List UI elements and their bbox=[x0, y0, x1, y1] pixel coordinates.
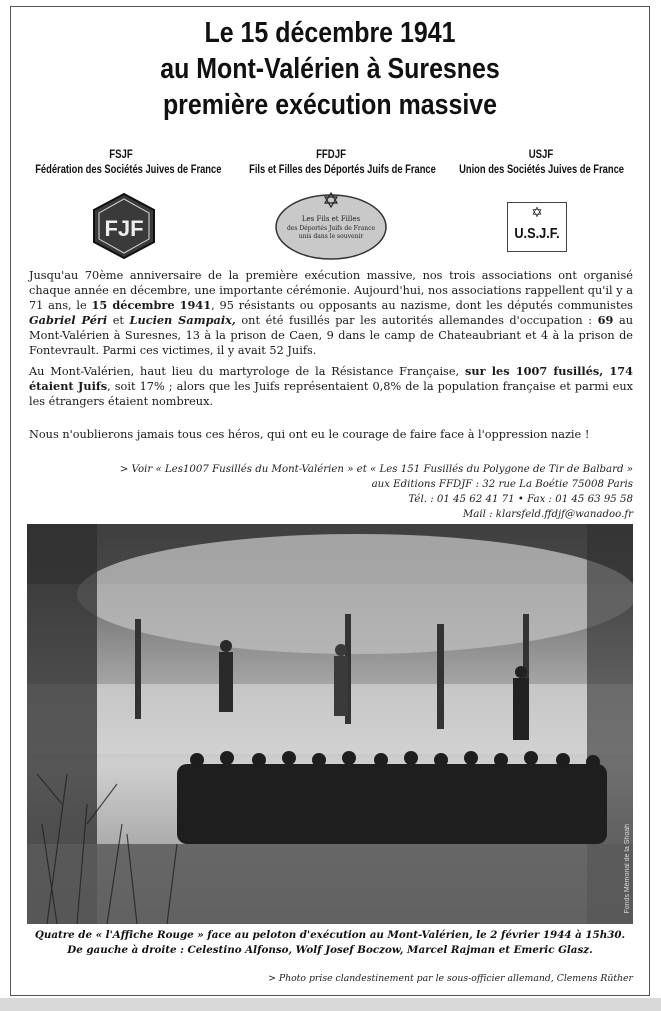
title-line-2: au Mont-Valérien à Suresnes bbox=[160, 53, 500, 85]
references-block bbox=[113, 462, 633, 522]
org-usjf-abbr: USJF bbox=[528, 147, 554, 161]
execution-photo bbox=[27, 524, 633, 924]
poster-title bbox=[56, 15, 605, 123]
p2-text-c: , soit 17% ; alors que les Juifs représentaient 0,8% de la population française et parmi eux les étrangers étaient nombreux. bbox=[29, 380, 633, 408]
org-fsjf-abbr: FSJF bbox=[109, 147, 133, 161]
p1-text-e: et bbox=[107, 314, 130, 327]
ref-line-2: aux Editions FFDJF : 32 rue La Boétie 75008 Paris bbox=[371, 479, 633, 490]
p1-name-peri: Gabriel Péri bbox=[29, 313, 108, 327]
star-of-david-icon: ✡ bbox=[531, 205, 543, 221]
paragraph-statistics bbox=[29, 364, 633, 409]
fsjf-logo-text: FJF bbox=[104, 216, 144, 241]
ffdjf-logo bbox=[273, 187, 389, 262]
title-line-3: première exécution massive bbox=[162, 89, 498, 121]
p2-highlight: sur les 1007 fusillés, 174 étaient Juifs bbox=[29, 364, 633, 393]
org-fsjf-name: Fédération des Sociétés Juives de France bbox=[35, 162, 222, 176]
fsjf-logo bbox=[92, 192, 156, 260]
ref-line-4: Mail : klarsfeld.ffdjf@wanadoo.fr bbox=[462, 509, 633, 520]
photo-credit: > Photo prise clandestinement par le sous-officier allemand, Clemens Rüther bbox=[268, 973, 633, 984]
ref-line-3: Tél. : 01 45 62 41 71 • Fax : 01 45 63 95 58 bbox=[408, 494, 633, 505]
org-ffdjf-abbr: FFDJF bbox=[316, 147, 346, 161]
photo-side-credit: Fonds Mémorial de la Shoah bbox=[624, 824, 631, 914]
usjf-logo bbox=[507, 202, 567, 252]
paragraph-history bbox=[29, 268, 633, 358]
p1-text-a: Jusqu'au 70ème anniversaire de la première exécution massive, nos trois associations ont organisé chaque année en décembre, une importante cérémonie. Aujourd'hui, nos associations rappellent qu'il y a 71 ans, le bbox=[29, 269, 633, 312]
p1-date: 15 décembre 1941 bbox=[91, 298, 212, 312]
caption-line-2: De gauche à droite : Celestino Alfonso, Wolf Josef Boczow, Marcel Rajman et Emeric Glasz. bbox=[67, 944, 593, 956]
org-ffdjf-name: Fils et Filles des Déportés Juifs de France bbox=[249, 162, 436, 176]
p1-name-sampaix: Lucien Sampaix, bbox=[129, 313, 236, 327]
org-fsjf bbox=[11, 147, 231, 177]
p1-text-g: ont été fusillés par les autorités allemandes d'occupation : bbox=[235, 314, 598, 327]
p2-text-a: Au Mont-Valérien, haut lieu du martyrologe de la Résistance Française, bbox=[29, 365, 465, 378]
ref-line-1: > Voir « Les1007 Fusillés du Mont-Valérien » et « Les 151 Fusillés du Polygone de Tir de Balbard » bbox=[119, 464, 633, 475]
org-usjf bbox=[436, 147, 646, 177]
caption-line-1: Quatre de « l'Affiche Rouge » face au peloton d'exécution au Mont-Valérien, le 2 février 1944 à 15h30. bbox=[34, 929, 626, 941]
photo-caption bbox=[11, 928, 649, 958]
title-line-1: Le 15 décembre 1941 bbox=[204, 17, 456, 49]
ffdjf-logo-line-1: Les Fils et Filles bbox=[301, 215, 361, 223]
usjf-logo-text: U.S.J.F. bbox=[514, 225, 560, 242]
ffdjf-logo-line-2: des Déportés Juifs de France bbox=[286, 225, 376, 232]
org-ffdjf bbox=[226, 147, 436, 177]
organizations-row bbox=[11, 147, 649, 267]
poster-page bbox=[10, 6, 650, 996]
org-usjf-name: Union des Sociétés Juives de France bbox=[459, 162, 625, 176]
bottom-scrollbar-area bbox=[0, 998, 661, 1011]
photo-illustration bbox=[27, 524, 633, 924]
ffdjf-logo-line-3: unis dans le souvenir bbox=[298, 233, 364, 240]
p1-text-c: , 95 résistants ou opposants au nazisme, dont les députés communistes bbox=[211, 299, 633, 312]
paragraph-tribute: Nous n'oublierons jamais tous ces héros, qui ont eu le courage de faire face à l'oppression nazie ! bbox=[29, 428, 590, 441]
p1-count: 69 bbox=[597, 313, 614, 327]
p1-text-i: au Mont-Valérien à Suresnes, 13 à la prison de Caen, 9 dans le camp de Chateaubriant et 4 à la prison de Fontevrault. Parmi ces victimes, il y avait 52 Juifs. bbox=[29, 314, 633, 357]
